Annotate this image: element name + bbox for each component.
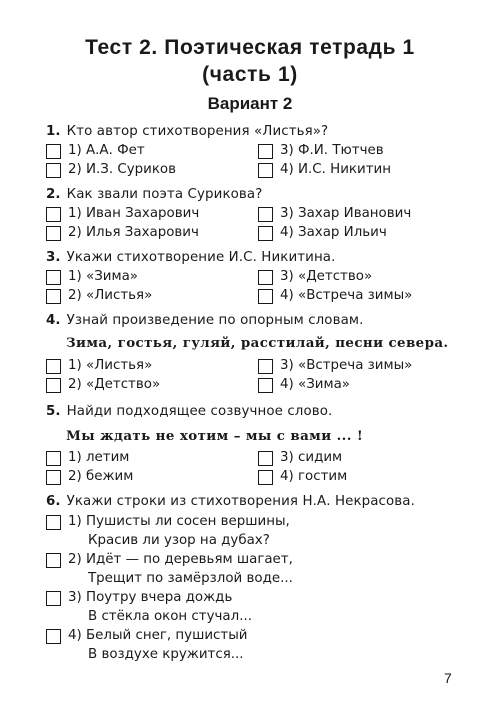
variant-heading: Вариант 2 [207, 94, 293, 113]
checkbox[interactable] [46, 359, 61, 374]
checkbox[interactable] [46, 553, 61, 568]
option-label: 3) Поутру вчера дождь [68, 590, 233, 605]
question-text: Узнай произведение по опорным словам. [66, 313, 364, 328]
question-text: Найди подходящее созвучное слово. [66, 404, 333, 419]
question-number: 5. [46, 404, 61, 419]
checkbox[interactable] [258, 144, 273, 159]
option-label: 2) И.З. Суриков [68, 162, 177, 177]
option-label: 3) «Встреча зимы» [280, 358, 413, 373]
checkbox[interactable] [258, 470, 273, 485]
option-label: 2) «Листья» [68, 288, 153, 303]
question-number: 4. [46, 313, 61, 328]
checkbox[interactable] [258, 359, 273, 374]
checkbox[interactable] [46, 226, 61, 241]
q6-option-3-line2: В стёкла окон стучал... [88, 609, 252, 624]
option-label: 4) И.С. Никитин [280, 162, 391, 177]
option-label: 1) Иван Захарович [68, 206, 200, 221]
page-title: Тест 2. Поэтическая тетрадь 1 [85, 36, 415, 59]
checkbox[interactable] [46, 591, 61, 606]
page-subtitle: (часть 1) [202, 63, 298, 86]
checkbox[interactable] [258, 270, 273, 285]
checkbox[interactable] [258, 163, 273, 178]
option-label: 1) «Зима» [68, 269, 138, 284]
question-text: Как звали поэта Сурикова? [66, 187, 263, 202]
question-4 [46, 313, 363, 328]
option-label: 1) Пушисты ли сосен вершины, [68, 514, 290, 529]
option-label: 4) Захар Ильич [280, 225, 387, 240]
option-label: 4) Белый снег, пушистый [68, 628, 248, 643]
page-number: 7 [444, 670, 452, 686]
option-label: 3) Захар Иванович [280, 206, 412, 221]
question-2 [46, 187, 262, 202]
checkbox[interactable] [46, 144, 61, 159]
keywords-phrase: Зима, гостья, гуляй, расстилай, песни севера. [66, 335, 449, 351]
question-number: 2. [46, 187, 61, 202]
option-label: 1) А.А. Фет [68, 143, 145, 158]
option-label: 4) гостим [280, 469, 348, 484]
q6-option-4-line2: В воздухе кружится... [88, 647, 244, 662]
checkbox[interactable] [46, 470, 61, 485]
option-label: 4) «Зима» [280, 377, 350, 392]
option-label: 1) летим [68, 450, 130, 465]
option-label: 1) «Листья» [68, 358, 153, 373]
checkbox[interactable] [46, 629, 61, 644]
option-label: 4) «Встреча зимы» [280, 288, 413, 303]
question-text: Кто автор стихотворения «Листья»? [66, 124, 329, 139]
question-3 [46, 250, 335, 265]
question-6 [46, 494, 415, 509]
checkbox[interactable] [258, 207, 273, 222]
checkbox[interactable] [46, 163, 61, 178]
question-5 [46, 404, 332, 419]
q6-option-1-line2: Красив ли узор на дубах? [88, 533, 270, 548]
checkbox[interactable] [258, 451, 273, 466]
question-number: 3. [46, 250, 61, 265]
q6-option-2-line2: Трещит по замёрзлой воде... [88, 571, 293, 586]
checkbox[interactable] [46, 378, 61, 393]
option-label: 2) Идёт — по деревьям шагает, [68, 552, 293, 567]
option-label: 3) сидим [280, 450, 343, 465]
question-text: Укажи стихотворение И.С. Никитина. [66, 250, 336, 265]
rhyme-phrase: Мы ждать не хотим – мы с вами ... ! [66, 428, 364, 444]
option-label: 3) «Детство» [280, 269, 373, 284]
question-number: 1. [46, 124, 61, 139]
checkbox[interactable] [46, 289, 61, 304]
checkbox[interactable] [46, 270, 61, 285]
option-label: 2) Илья Захарович [68, 225, 199, 240]
option-label: 2) бежим [68, 469, 134, 484]
option-label: 3) Ф.И. Тютчев [280, 143, 384, 158]
option-label: 2) «Детство» [68, 377, 161, 392]
checkbox[interactable] [258, 226, 273, 241]
checkbox[interactable] [258, 378, 273, 393]
question-text: Укажи строки из стихотворения Н.А. Некрасова. [66, 494, 415, 509]
checkbox[interactable] [258, 289, 273, 304]
checkbox[interactable] [46, 515, 61, 530]
question-number: 6. [46, 494, 61, 509]
question-1 [46, 124, 328, 139]
checkbox[interactable] [46, 451, 61, 466]
checkbox[interactable] [46, 207, 61, 222]
